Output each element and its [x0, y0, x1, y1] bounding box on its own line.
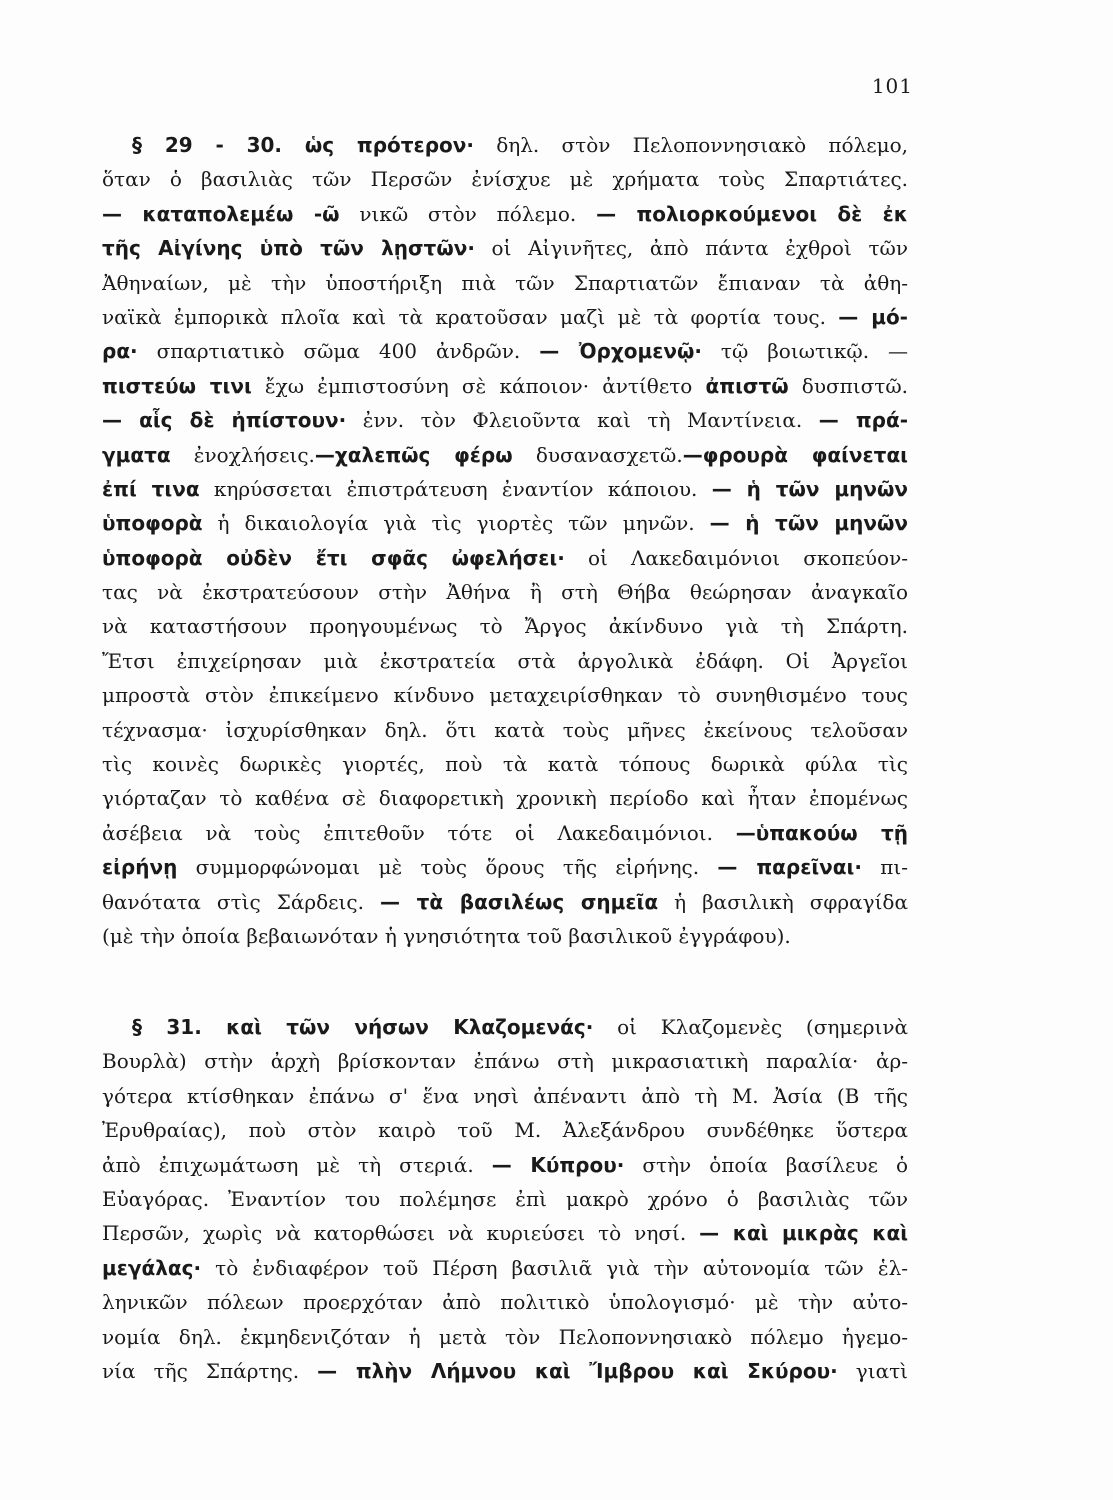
text-run: δηλ. στὸν Πελοποννησιακὸ πόλεμο,	[473, 133, 908, 157]
bold-term: πιστεύω τινι	[102, 373, 252, 398]
bold-term: — ἡ τῶν μηνῶν	[711, 476, 908, 501]
bold-term: — Κύπρου·	[491, 1152, 625, 1177]
text-line	[102, 747, 908, 781]
text-line	[102, 713, 908, 747]
text-run: ἐνοχλήσεις.	[170, 442, 315, 467]
text-run: γιατὶ	[837, 1358, 908, 1383]
text-run: ἡ δικαιολογία γιὰ τὶς γιορτὲς τῶν μηνῶν.	[202, 511, 710, 536]
bold-term: — ἡ τῶν μηνῶν	[709, 511, 908, 536]
text-run: Ἐρυθραίας), ποὺ στὸν καιρὸ τοῦ Μ. Ἀλεξάνδρου συνδέθηκε ὕστερα	[102, 1118, 908, 1143]
bold-term: — αἷς δὲ ἠπίστουν·	[102, 408, 347, 433]
text-line	[102, 403, 908, 437]
text-line	[102, 1148, 908, 1182]
bold-term: § 31. καὶ τῶν νήσων Κλαζομενάς·	[132, 1015, 594, 1039]
text-run: ἐνν. τὸν Φλειοῦντα καὶ τὴ Μαντίνεια.	[346, 408, 819, 433]
text-line	[102, 1113, 908, 1147]
text-run: γότερα κτίσθηκαν ἐπάνω σ' ἕνα νησὶ ἀπέναντι ἀπὸ τὴ Μ. Ἀσία (Β τῆς	[102, 1083, 908, 1108]
text-run: ἔχω ἐμπιστοσύνη σὲ κάποιον· ἀντίθετο	[251, 373, 706, 398]
text-run: μπροστὰ στὸν ἐπικείμενο κίνδυνο μεταχειρίσθηκαν τὸ συνηθισμένο τους	[102, 683, 908, 708]
text-run: Ἀθηναίων, μὲ τὴν ὑποστήριξη πιὰ τῶν Σπαρτιατῶν ἔπιαναν τὰ ἀθη-	[102, 270, 908, 295]
text-run: νομία δηλ. ἐκμηδενιζόταν ἡ μετὰ τὸν Πελοποννησιακὸ πόλεμο ἡγεμο-	[102, 1324, 908, 1349]
bold-term: — πρά-	[818, 408, 908, 433]
text-run: Εὐαγόρας. Ἐναντίον του πολέμησε ἐπὶ μακρὸ χρόνο ὁ βασιλιὰς τῶν	[102, 1186, 908, 1211]
bold-term: — παρεῖναι·	[717, 855, 862, 880]
text-run: στὴν ὁποία βασίλευε ὁ	[624, 1152, 908, 1177]
text-line	[102, 781, 908, 815]
bold-term: — μό-	[838, 304, 908, 329]
bold-term: — καὶ μικρὰς καὶ	[699, 1221, 908, 1246]
bold-term: § 29 - 30. ὡς πρότερον·	[132, 133, 474, 157]
text-run: οἱ Λακεδαιμόνιοι σκοπεύον-	[564, 545, 908, 570]
paragraph-31	[102, 1010, 908, 1388]
text-run: τέχνασμα· ἰσχυρίσθηκαν δηλ. ὅτι κατὰ τοὺς μῆνες ἐκείνους τελοῦσαν	[102, 717, 908, 742]
text-line	[102, 472, 908, 506]
text-run: σπαρτιατικὸ σῶμα 400 ἀνδρῶν.	[137, 339, 540, 364]
text-line	[102, 369, 908, 403]
text-line	[102, 1216, 908, 1250]
text-run: ληνικῶν πόλεων προερχόταν ἀπὸ πολιτικὸ ὑπολογισμό· μὲ τὴν αὐτο-	[102, 1290, 908, 1315]
text-run: συμμορφώνομαι μὲ τοὺς ὅρους τῆς εἰρήνης.	[177, 855, 718, 880]
text-line	[102, 541, 908, 575]
text-line	[102, 678, 908, 712]
text-run: ὅταν ὁ βασιλιὰς τῶν Περσῶν ἐνίσχυε μὲ χρήματα τοὺς Σπαρτιάτες.	[102, 167, 908, 192]
text-run: Περσῶν, χωρὶς νὰ κατορθώσει νὰ κυριεύσει τὸ νησί.	[102, 1221, 700, 1246]
text-run: τὶς κοινὲς δωρικὲς γιορτές, ποὺ τὰ κατὰ τόπους δωρικὰ φύλα τὶς	[102, 752, 908, 777]
text-run: κηρύσσεται ἐπιστράτευση ἐναντίον κάποιου.	[199, 476, 712, 501]
bold-term: τῆς Αἰγίνης ὑπὸ τῶν λῃστῶν·	[102, 236, 475, 261]
text-line	[102, 197, 908, 231]
text-run: θανότατα στὶς Σάρδεις.	[102, 889, 380, 914]
bold-term: μεγάλας·	[102, 1255, 202, 1280]
text-run: τῷ βοιωτικῷ. —	[701, 339, 908, 364]
text-line	[102, 1285, 908, 1319]
text-line	[102, 506, 908, 540]
text-run: Ἔτσι ἐπιχείρησαν μιὰ ἐκστρατεία στὰ ἀργολικὰ ἐδάφη. Οἱ Ἀργεῖοι	[102, 648, 908, 673]
text-line	[102, 1354, 908, 1388]
bold-term: — Ὀρχομενῷ·	[539, 339, 702, 364]
paragraph-29-30	[102, 128, 908, 953]
bold-term: ρα·	[102, 339, 138, 364]
text-run: τὸ ἐνδιαφέρον τοῦ Πέρση βασιλιᾶ γιὰ τὴν αὐτονομία τῶν ἑλ-	[201, 1255, 908, 1280]
bold-term: εἰρήνῃ	[102, 855, 178, 880]
text-run: τας νὰ ἐκστρατεύσουν στὴν Ἀθήνα ἢ στὴ Θήβα θεώρησαν ἀναγκαῖο	[102, 580, 908, 605]
page-number: 101	[871, 74, 913, 98]
text-line	[102, 850, 908, 884]
text-run: ναϊκὰ ἐμπορικὰ πλοῖα καὶ τὰ κρατοῦσαν μαζὶ μὲ τὰ φορτία τους.	[102, 304, 839, 329]
text-line	[102, 300, 908, 334]
text-line	[102, 919, 908, 953]
text-run: νικῶ στὸν πόλεμο.	[339, 201, 597, 226]
bold-term: ὑποφορὰ	[102, 511, 203, 536]
bold-term: —φρουρὰ φαίνεται	[682, 442, 908, 467]
text-line	[102, 1010, 908, 1044]
text-line	[102, 231, 908, 265]
text-run: (μὲ τὴν ὁποία βεβαιωνόταν ἡ γνησιότητα τοῦ βασιλικοῦ ἐγγράφου).	[102, 923, 791, 948]
bold-term: — καταπολεμέω -ῶ	[102, 201, 340, 226]
text-run: πι-	[861, 855, 908, 880]
text-run: ἀσέβεια νὰ τοὺς ἐπιτεθοῦν τότε οἱ Λακεδαιμόνιοι.	[102, 820, 736, 845]
bold-term: —χαλεπῶς φέρω	[314, 442, 513, 467]
text-line	[102, 609, 908, 643]
text-line	[102, 266, 908, 300]
text-line	[102, 1251, 908, 1285]
text-run: νὰ καταστήσουν προηγουμένως τὸ Ἄργος ἀκίνδυνο γιὰ τὴ Σπάρτη.	[102, 614, 908, 639]
text-run: δυσπιστῶ.	[788, 373, 908, 398]
bold-term: ἐπί τινα	[102, 476, 200, 501]
text-run: Βουρλὰ) στὴν ἀρχὴ βρίσκονταν ἐπάνω στὴ μικρασιατικὴ παραλία· ἀρ-	[102, 1049, 908, 1074]
text-line	[102, 438, 908, 472]
bold-term: ὑποφορὰ οὐδὲν ἔτι σφᾶς ὠφελήσει·	[102, 545, 565, 570]
text-run: ἡ βασιλικὴ σφραγίδα	[658, 889, 908, 914]
text-line	[102, 334, 908, 368]
bold-term: —ὑπακούω τῇ	[735, 820, 908, 845]
bold-term: ἀπιστῶ	[705, 373, 789, 398]
bold-term: γματα	[102, 442, 171, 467]
text-run: δυσανασχετῶ.	[512, 442, 683, 467]
text-line	[102, 128, 908, 162]
text-line	[102, 1320, 908, 1354]
text-line	[102, 1182, 908, 1216]
bold-term: — πολιορκούμενοι δὲ ἐκ	[596, 201, 908, 226]
text-run: οἱ Κλαζομενὲς (σημερινὰ	[593, 1015, 908, 1039]
text-run: ἀπὸ ἐπιχωμάτωση μὲ τὴ στεριά.	[102, 1152, 492, 1177]
text-run: οἱ Αἰγινῆτες, ἀπὸ πάντα ἐχθροὶ τῶν	[474, 236, 908, 261]
bold-term: — τὰ βασιλέως σημεῖα	[379, 889, 659, 914]
text-line	[102, 816, 908, 850]
text-line	[102, 885, 908, 919]
text-line	[102, 162, 908, 196]
text-run: νία τῆς Σπάρτης.	[102, 1358, 318, 1383]
text-line	[102, 575, 908, 609]
text-line	[102, 644, 908, 678]
text-run: γιόρταζαν τὸ καθένα σὲ διαφορετικὴ χρονικὴ περίοδο καὶ ἦταν ἐπομένως	[102, 786, 908, 811]
text-line	[102, 1079, 908, 1113]
text-line	[102, 1044, 908, 1078]
bold-term: — πλὴν Λήμνου καὶ Ἴμβρου καὶ Σκύρου·	[317, 1358, 838, 1383]
